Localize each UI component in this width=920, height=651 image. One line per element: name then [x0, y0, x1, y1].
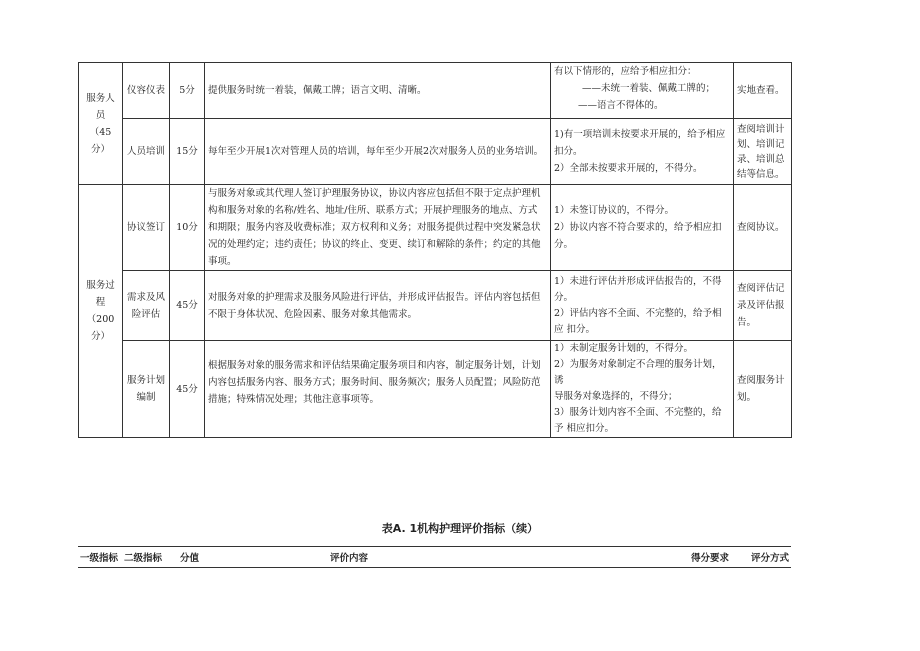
- method-line: 查阅评估记: [737, 283, 785, 294]
- content-line: 根据服务对象的服务需求和评估结果确定服务项目和内容，制定服务计划，计划: [208, 360, 541, 371]
- method-line: 查阅培训计: [737, 123, 785, 135]
- requirement-line: 应 扣分。: [554, 323, 596, 335]
- method-cell: [734, 63, 792, 119]
- method-cell: [734, 119, 792, 185]
- requirement-line: 1）未制定服务计划的，不得分。: [554, 343, 694, 354]
- item-name: [123, 63, 170, 119]
- content-line: 事项。: [208, 256, 237, 267]
- group-label-line: （45 分）: [89, 126, 112, 155]
- requirement-line: 扣分。: [554, 146, 583, 157]
- group-label-line: （200分）: [86, 314, 115, 342]
- header-requirement: 得分要求: [600, 547, 731, 568]
- method-cell: [734, 271, 792, 341]
- requirement-line: 予 相应扣分。: [554, 423, 615, 434]
- score-cell: 10分: [170, 185, 205, 271]
- header-level1: 一级指标: [78, 547, 122, 568]
- content-line: 和期限；服务内容及收费标准；双方权利和义务；对服务提供过程中突发紧急状: [208, 222, 541, 233]
- requirement-cell: [551, 119, 734, 185]
- table-row: [79, 119, 792, 185]
- requirement-line: 1）未签订协议的，不得分。: [554, 205, 675, 216]
- content-line: 与服务对象或其代理人签订护理服务协议，协议内容应包括但不限于定点护理机: [208, 188, 541, 199]
- method-line: 划。: [737, 392, 757, 403]
- score-cell: 5分: [170, 63, 205, 119]
- method-line: 结等信息。: [737, 168, 785, 180]
- requirement-cell: [551, 341, 734, 438]
- content-line: 措施；特殊情况处理；其他注意事项等。: [208, 394, 380, 405]
- requirement-cell: [551, 63, 734, 119]
- score-cell: 45分: [170, 271, 205, 341]
- requirement-line: 3）服务计划内容不全面、不完整的，给: [554, 407, 722, 418]
- content-line: 况的处理约定；违约责任；协议的终止、变更、续订和解除的条件；约定的其他: [208, 239, 541, 250]
- score-cell: 15分: [170, 119, 205, 185]
- header-content: 评价内容: [328, 547, 600, 568]
- method-line: 查阅服务计: [737, 375, 785, 386]
- content-cell: [205, 271, 551, 341]
- content-line: 不限于身体状况、危险因素、服务对象其他需求。: [208, 308, 418, 320]
- item-line: 仪容仪表: [126, 85, 165, 96]
- requirement-line: 2）评估内容不全面、不完整的，给予相: [554, 307, 722, 319]
- header-score: 分值: [178, 547, 328, 568]
- method-line: 实地查看。: [737, 85, 785, 96]
- method-cell: [734, 185, 792, 271]
- table-row: [79, 271, 792, 341]
- requirement-line: 2）全部未按要求开展的，不得分。: [554, 163, 703, 174]
- table-caption: 表A. 1机构护理评价指标（续）: [381, 522, 539, 535]
- content-cell: [205, 341, 551, 438]
- item-name: [123, 185, 170, 271]
- item-name: [123, 341, 170, 438]
- item-name: [123, 271, 170, 341]
- group-label-process: [79, 185, 123, 438]
- method-line: 录及评估报: [737, 300, 785, 311]
- table-row: [79, 63, 792, 119]
- requirement-cell: [551, 271, 734, 341]
- content-line: 内容包括服务内容、服务方式；服务时间、服务频次；服务人员配置；风险防范: [208, 377, 541, 388]
- group-label-line: 服务过程: [86, 280, 115, 308]
- header-level2: 二级指标: [122, 547, 178, 568]
- content-cell: [205, 63, 551, 119]
- table-row: [79, 341, 792, 438]
- content-line: 构和服务对象的名称/姓名、地址/住所、联系方式；开展护理服务的地点、方式: [208, 205, 538, 216]
- method-line: 录、培训总: [737, 153, 785, 165]
- content-line: 对服务对象的护理需求及服务风险进行评估，并形成评估报告。评估内容包括但: [208, 291, 541, 303]
- requirement-line: 分。: [554, 291, 574, 303]
- item-line: 编制: [136, 392, 156, 403]
- requirement-cell: [551, 185, 734, 271]
- content-cell: [205, 119, 551, 185]
- score-cell: 45分: [170, 341, 205, 438]
- group-label-line: 服务人员: [86, 92, 115, 121]
- requirement-line: ——语言不得体的。: [578, 100, 664, 111]
- group-label-staff: [79, 63, 123, 185]
- requirement-line: 有以下情形的，应给予相应扣分：: [554, 66, 697, 77]
- method-cell: [734, 341, 792, 438]
- requirement-line: ——未统一着装、佩戴工牌的；: [582, 83, 716, 94]
- requirement-line: 1)有一项培训未按要求开展的，给予相应: [554, 129, 726, 140]
- header-method: 评分方式: [731, 547, 791, 568]
- method-line: 查阅协议。: [737, 222, 785, 233]
- item-line: 人员培训: [126, 146, 165, 157]
- item-line: 需求及风: [126, 291, 165, 303]
- evaluation-table: [78, 62, 792, 438]
- requirement-line: 2）协议内容不符合要求的，给予相应扣: [554, 222, 722, 233]
- requirement-line: 分。: [554, 239, 574, 250]
- header-row: [78, 547, 791, 568]
- item-line: 服务计划: [126, 375, 165, 386]
- requirement-line: 导服务对象选择的，不得分；: [554, 391, 678, 402]
- item-name: [123, 119, 170, 185]
- content-line: 提供服务时统一着装，佩戴工牌；语言文明、清晰。: [208, 85, 427, 96]
- continued-table-header: [78, 546, 791, 568]
- requirement-line: 1）未进行评估并形成评估报告的，不得: [554, 275, 722, 287]
- method-line: 告。: [737, 317, 757, 328]
- item-line: 协议签订: [126, 222, 165, 233]
- method-line: 划、培训记: [737, 138, 785, 150]
- content-line: 每年至少开展1次对管理人员的培训，每年至少开展2次对服务人员的业务培训。: [208, 146, 544, 157]
- requirement-line: 2）为服务对象制定不合理的服务计划，诱: [554, 359, 722, 386]
- table-row: [79, 185, 792, 271]
- item-line: 险评估: [131, 308, 161, 320]
- content-cell: [205, 185, 551, 271]
